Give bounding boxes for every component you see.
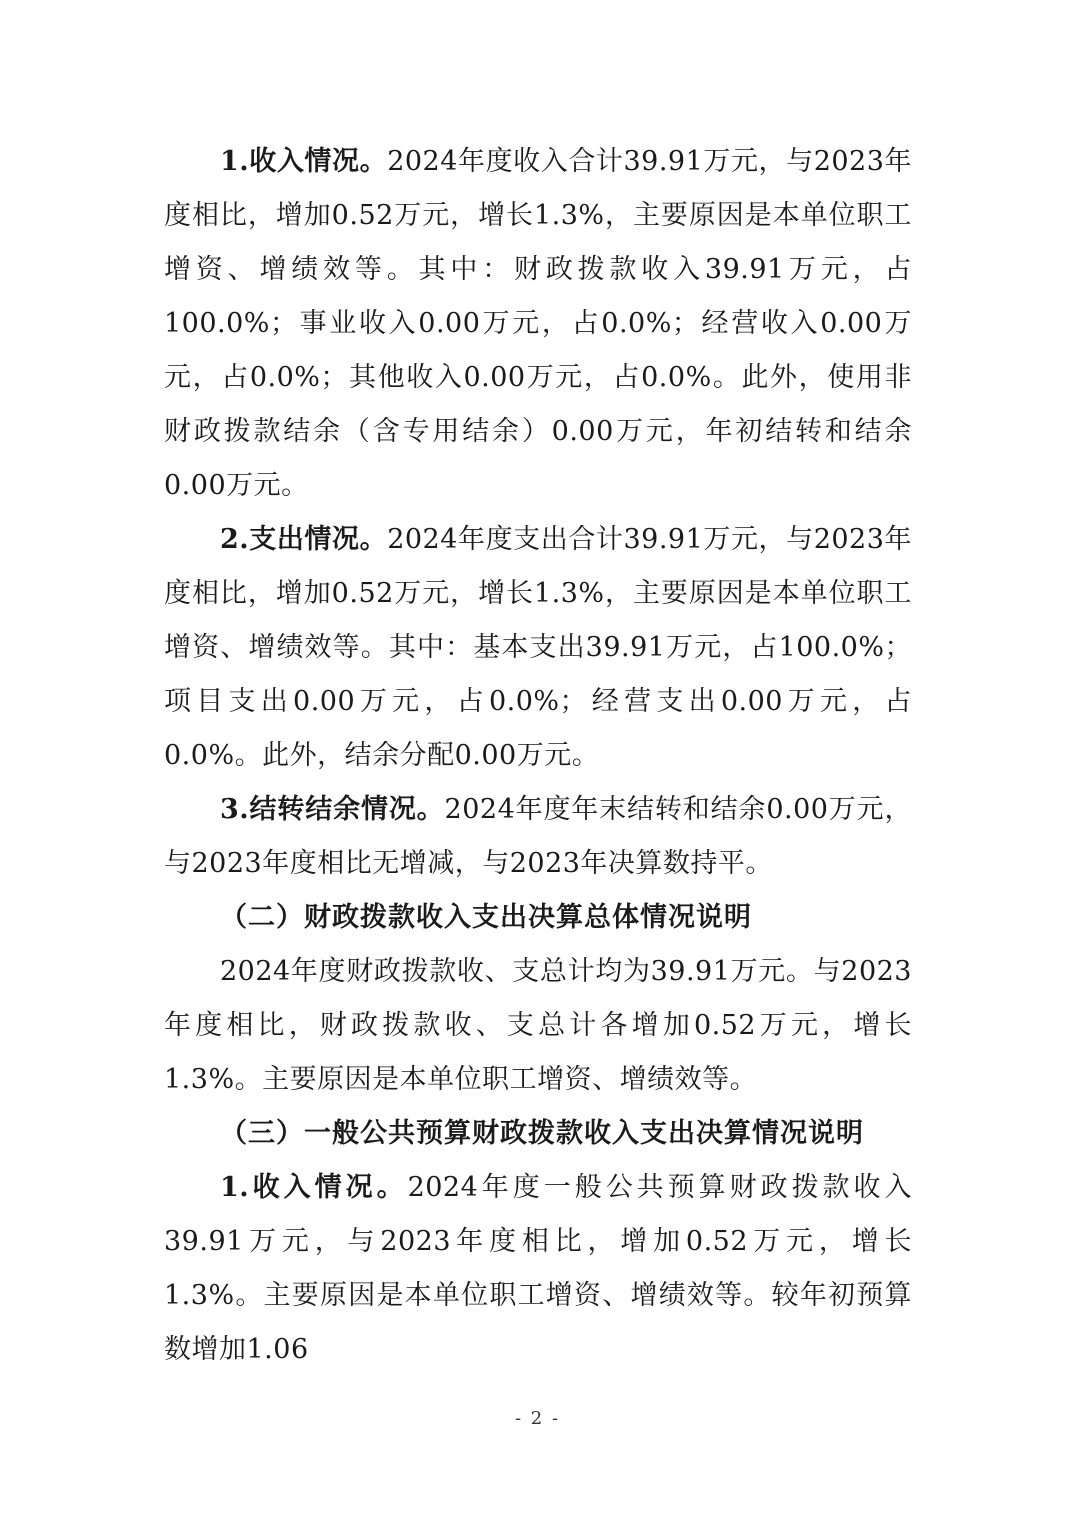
- carryover-lead: 3.结转结余情况。: [220, 794, 445, 825]
- expense-paragraph: [164, 513, 912, 783]
- expense-lead: 2.支出情况。: [220, 524, 388, 555]
- document-page: [164, 135, 912, 1377]
- carryover-body: 2024年度年末结转和结余0.00万元，与2023年度相比无增减，与2023年决算数持平。: [164, 794, 912, 879]
- income-body: 2024年度收入合计39.91万元，与2023年度相比，增加0.52万元，增长1.3%，主要原因是本单位职工增资、增绩效等。其中：财政拨款收入39.91万元，占100.0%；事业收入0.00万元，占0.0%；经营收入0.00万元，占0.0%；其他收入0.00万元，占0.0%。此外，使用非财政拨款结余（含专用结余）0.00万元，年初结转和结余0.00万元。: [164, 146, 912, 501]
- gp-income-paragraph: [164, 1161, 912, 1377]
- income-paragraph: [164, 135, 912, 513]
- income-lead: 1.收入情况。: [220, 146, 388, 177]
- carryover-paragraph: [164, 783, 912, 891]
- gp-income-lead: 1.收入情况。: [220, 1172, 408, 1203]
- expense-body: 2024年度支出合计39.91万元，与2023年度相比，增加0.52万元，增长1.3%，主要原因是本单位职工增资、增绩效等。其中：基本支出39.91万元，占100.0%；项目支出0.00万元，占0.0%；经营支出0.00万元，占0.0%。此外，结余分配0.00万元。: [164, 524, 912, 771]
- section-heading-general-public-budget: （三）一般公共预算财政拨款收入支出决算情况说明: [220, 1118, 864, 1149]
- gp-income-body: 2024年度一般公共预算财政拨款收入39.91万元，与2023年度相比，增加0.52万元，增长1.3%。主要原因是本单位职工增资、增绩效等。较年初预算数增加1.06: [164, 1172, 913, 1365]
- fiscal-overall-paragraph: 2024年度财政拨款收、支总计均为39.91万元。与2023年度相比，财政拨款收、支总计各增加0.52万元，增长1.3%。主要原因是本单位职工增资、增绩效等。: [164, 956, 912, 1095]
- page-number: - 2 -: [514, 1408, 561, 1429]
- section-heading-fiscal-overall: （二）财政拨款收入支出决算总体情况说明: [220, 902, 752, 933]
